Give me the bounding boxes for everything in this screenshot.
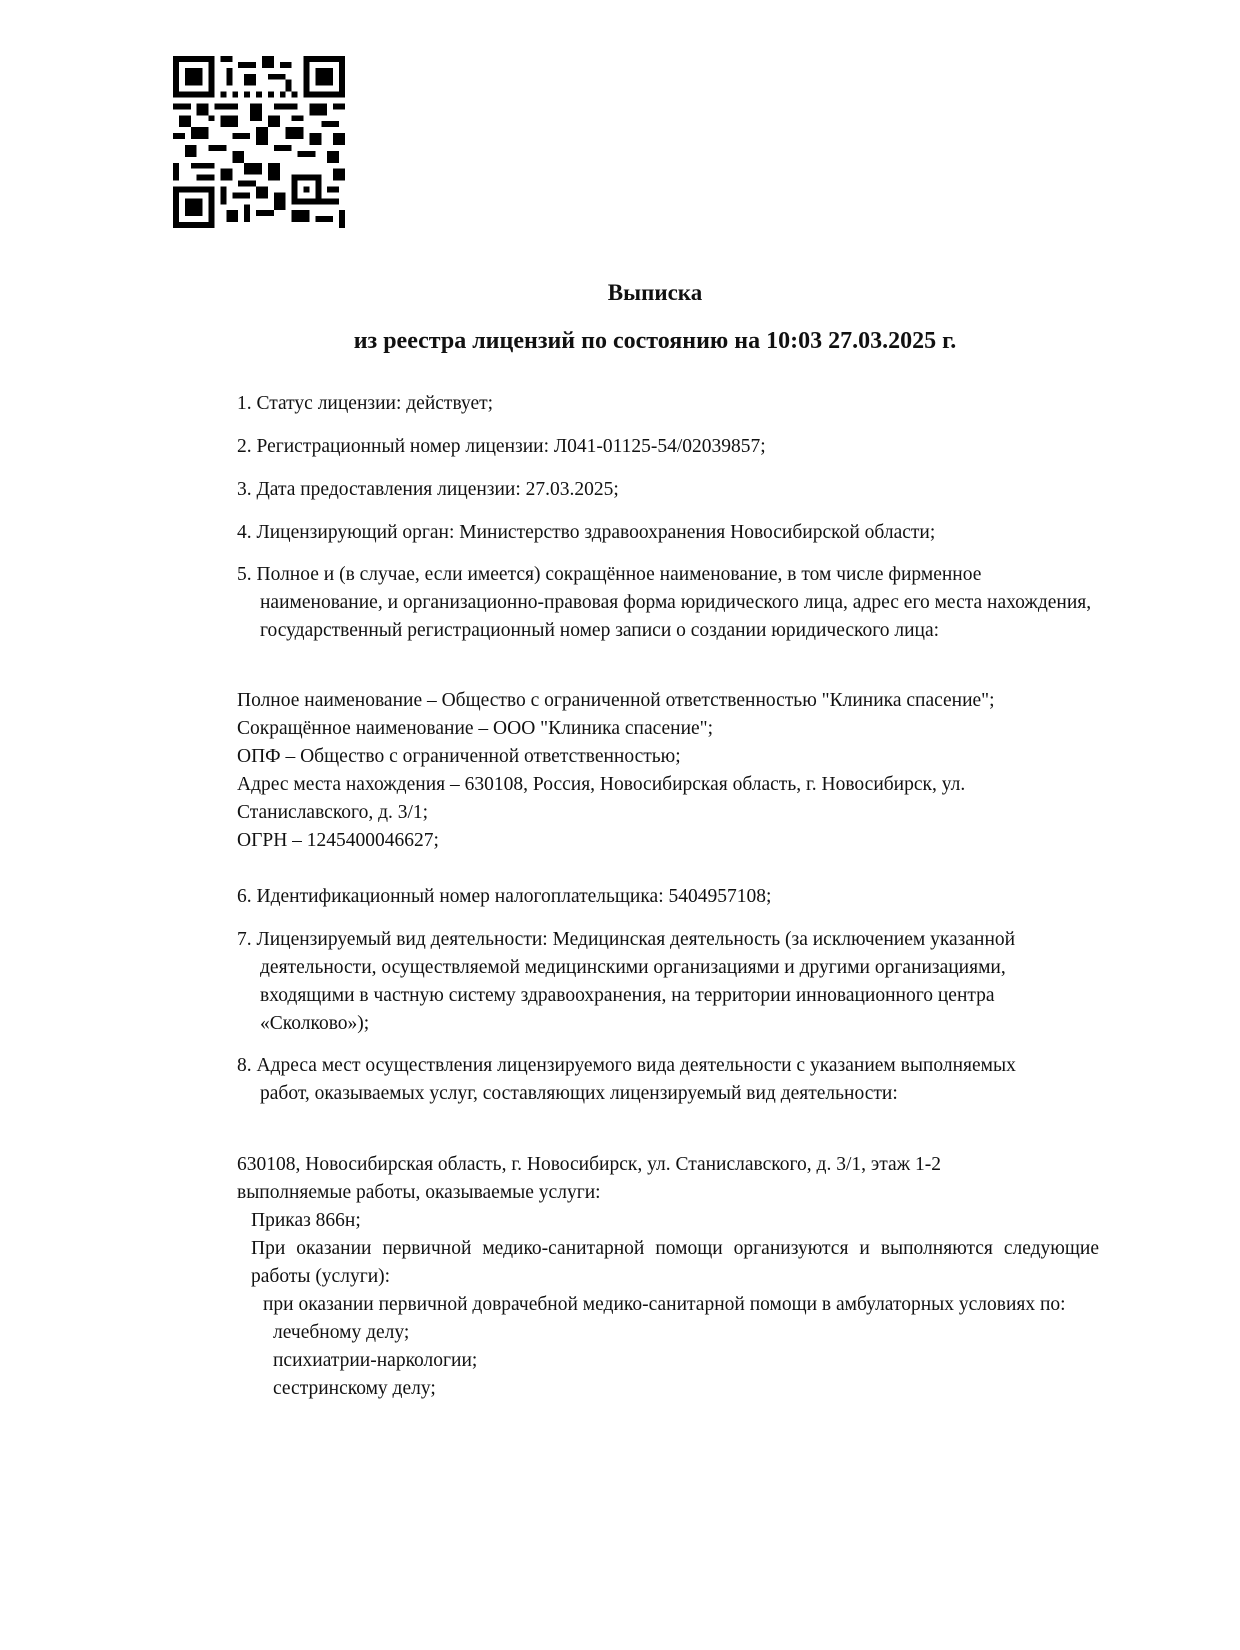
inn: 6. Идентификационный номер налогоплательщика: 5404957108; xyxy=(237,886,772,907)
activity-addresses-heading: 8. Адреса мест осуществления лицензируемого вида деятельности с указанием выполняемых работ, оказываемых услуг, составляющих лицензируемый вид деятельности: xyxy=(237,1055,1016,1104)
qr-code-icon xyxy=(173,56,345,228)
pre-doctor-care: при оказании первичной доврачебной медико-санитарной помощи в амбулаторных условиях по: xyxy=(263,1294,1066,1315)
license-date: 3. Дата предоставления лицензии: 27.03.2025; xyxy=(237,479,619,500)
service-item: психиатрии-наркологии; xyxy=(273,1350,478,1371)
entity-full-name: Полное наименование – Общество с ограниченной ответственностью "Клиника спасение"; xyxy=(237,690,995,711)
item-6 xyxy=(237,883,1117,911)
primary-care: При оказании первичной медико-санитарной помощи организуются и выполняются следующие работы (услуги): xyxy=(251,1238,1099,1287)
license-number: 2. Регистрационный номер лицензии: Л041-01125-54/02039857; xyxy=(237,436,766,457)
license-status: 1. Статус лицензии: действует; xyxy=(237,393,494,414)
service-item: лечебному делу; xyxy=(273,1322,410,1343)
location-address: 630108, Новосибирская область, г. Новосибирск, ул. Станиславского, д. 3/1, этаж 1-2 xyxy=(237,1154,941,1175)
entity-details xyxy=(237,687,1097,855)
item-1 xyxy=(237,390,1117,418)
location-block xyxy=(237,1151,1099,1403)
document-title: Выписка xyxy=(607,280,703,305)
item-2 xyxy=(237,433,1117,461)
service-item: сестринскому делу; xyxy=(273,1378,436,1399)
item-8 xyxy=(237,1052,1027,1108)
order: Приказ 866н; xyxy=(251,1210,361,1231)
works-label: выполняемые работы, оказываемые услуги: xyxy=(237,1182,601,1203)
entity-ogrn: ОГРН – 1245400046627; xyxy=(237,830,439,851)
item-4 xyxy=(237,519,1117,547)
entity-heading: 5. Полное и (в случае, если имеется) сокращённое наименование, в том числе фирменное наименование, и организационно-правовая форма юридического лица, адрес его места нахождения, государственный регистрационный номер записи о создании юридического лица: xyxy=(237,564,1092,641)
entity-short-name: Сокращённое наименование – ООО "Клиника спасение"; xyxy=(237,718,714,739)
document-subtitle: из реестра лицензий по состоянию на 10:03 27.03.2025 г. xyxy=(353,328,957,354)
entity-opf: ОПФ – Общество с ограниченной ответственностью; xyxy=(237,746,681,767)
item-3 xyxy=(237,476,1117,504)
item-5 xyxy=(237,561,1107,645)
licensing-authority: 4. Лицензирующий орган: Министерство здравоохранения Новосибирской области; xyxy=(237,522,936,543)
activity-type: 7. Лицензируемый вид деятельности: Медицинская деятельность (за исключением указанной деятельности, осуществляемой медицинскими организациями и другими организациями, входящими в частную систему здравоохранения, на территории инновационного центра «Сколково»); xyxy=(237,929,1016,1034)
entity-address: Адрес места нахождения – 630108, Россия, Новосибирская область, г. Новосибирск, ул. Станиславского, д. 3/1; xyxy=(237,774,966,823)
item-7 xyxy=(237,926,1067,1038)
